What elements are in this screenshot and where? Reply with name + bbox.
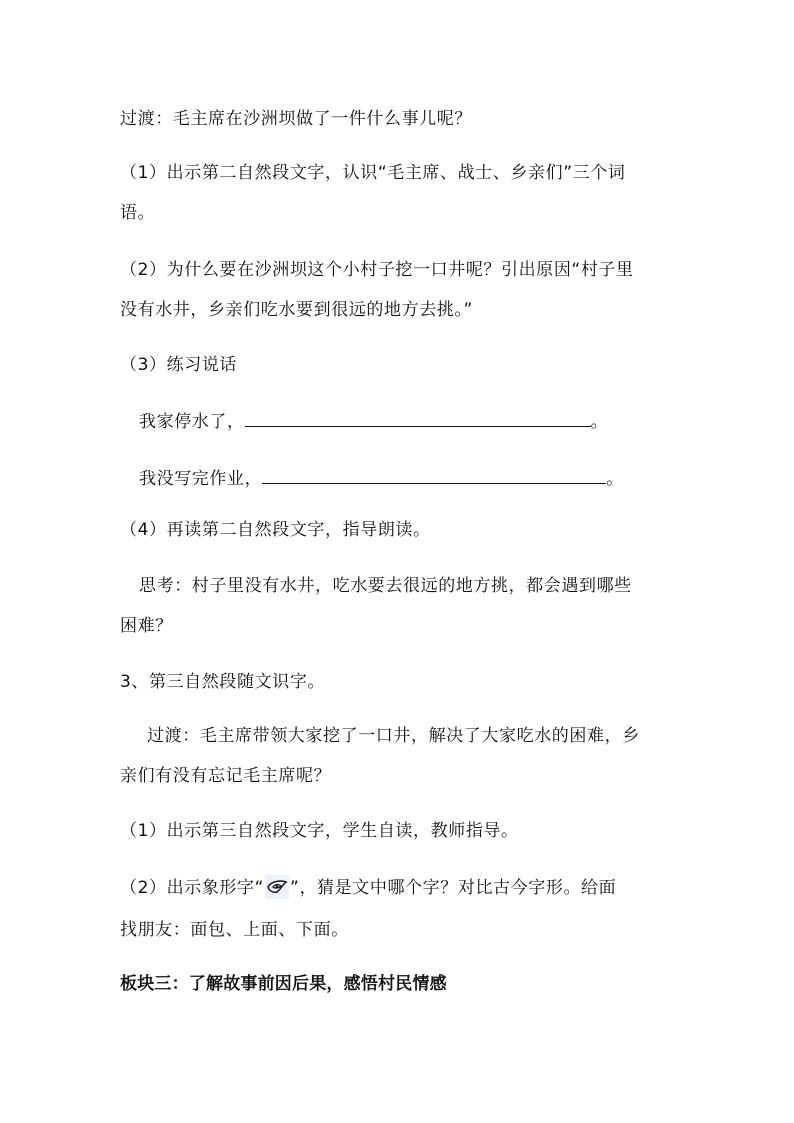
item-2-line-1: （2）为什么要在沙洲坝这个小村子挖一口井呢？引出原因“村子里 [120,260,634,280]
item-2b-line-1 [120,875,616,900]
item-2-line-2: 没有水井，乡亲们吃水要到很远的地方去挑。” [120,300,473,320]
item-2b-prefix: （2）出示象形字“ [120,878,265,898]
section-3-title: 3、第三自然段随文识字。 [120,672,326,692]
thinking-line-1: 思考：村子里没有水井，吃水要去很远的地方挑，都会遇到哪些 [139,576,632,596]
fill-in-end-1: 。 [590,412,609,432]
section-heading-three: 板块三：了解故事前因后果，感悟村民情感 [120,974,447,994]
transition-text-2-line-1: 过渡：毛主席带领大家挖了一口井，解决了大家吃水的困难，乡 [147,726,640,746]
ancient-face-character-icon [265,875,289,899]
item-2b-suffix: ”，猜是文中哪个字？对比古今字形。给面 [290,878,617,898]
item-1-line-2: 语。 [120,203,156,223]
transition-text-2-line-2: 亲们有没有忘记毛主席呢？ [120,766,332,786]
answer-blank-2[interactable] [262,465,606,484]
fill-in-prompt-1: 我家停水了， [139,412,245,432]
answer-blank-1[interactable] [245,408,591,427]
fill-in-line-2 [139,465,624,491]
fill-in-line-1 [139,408,608,434]
item-1b-line: （1）出示第三自然段文字，学生自读，教师指导。 [120,821,519,841]
thinking-line-2: 困难？ [120,616,173,636]
item-4-line: （4）再读第二自然段文字，指导朗读。 [120,520,431,540]
item-3-heading: （3）练习说话 [120,355,238,375]
fill-in-end-2: 。 [606,469,624,489]
transition-text-1: 过渡：毛主席在沙洲坝做了一件什么事儿呢？ [120,109,472,129]
item-2b-line-2: 找朋友：面包、上面、下面。 [120,920,349,940]
fill-in-prompt-2: 我没写完作业， [139,469,263,489]
item-1-line-1: （1）出示第二自然段文字，认识“毛主席、战士、乡亲们”三个词 [120,163,626,183]
